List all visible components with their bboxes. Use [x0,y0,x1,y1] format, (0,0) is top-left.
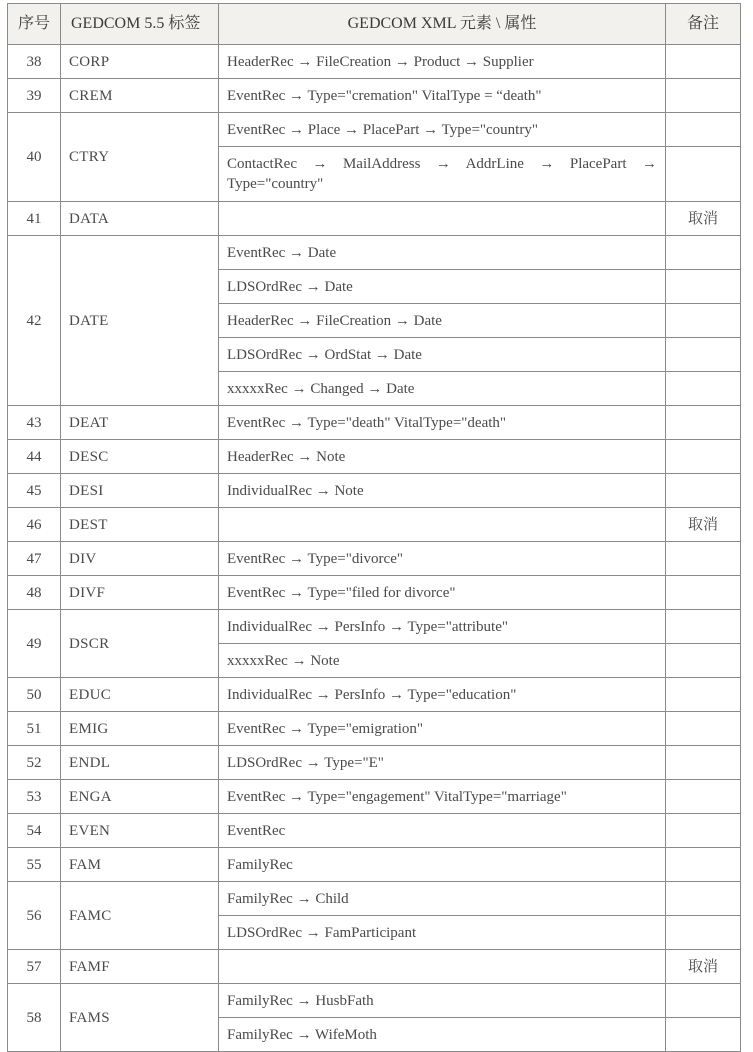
row-remark [666,1018,741,1052]
header-index: 序号 [8,4,61,45]
row-tag: FAMS [61,984,219,1052]
row-mapping: LDSOrdRec → Date [219,270,666,304]
row-mapping: FamilyRec → WifeMoth [219,1018,666,1052]
table-row [8,712,741,746]
table-row [8,746,741,780]
row-tag: CTRY [61,113,219,202]
row-remark [666,338,741,372]
table-row [8,882,741,916]
row-remark [666,474,741,508]
row-mapping: LDSOrdRec → Type="E" [219,746,666,780]
row-mapping: IndividualRec → PersInfo → Type="attribute" [219,610,666,644]
table-row [8,202,741,236]
row-tag: DSCR [61,610,219,678]
row-remark [666,916,741,950]
table-row [8,406,741,440]
row-index: 40 [8,113,61,202]
row-tag: FAMF [61,950,219,984]
row-index: 51 [8,712,61,746]
row-remark [666,984,741,1018]
row-mapping: IndividualRec → Note [219,474,666,508]
row-remark [666,610,741,644]
row-mapping: FamilyRec → HusbFath [219,984,666,1018]
row-remark [666,848,741,882]
header-gedcom55-tag: GEDCOM 5.5 标签 [61,4,219,45]
row-index: 55 [8,848,61,882]
row-remark [666,79,741,113]
row-index: 39 [8,79,61,113]
row-remark: 取消 [666,950,741,984]
row-mapping: EventRec → Place → PlacePart → Type="country" [219,113,666,147]
row-mapping: IndividualRec → PersInfo → Type="education" [219,678,666,712]
row-tag: EVEN [61,814,219,848]
row-index: 38 [8,45,61,79]
table-row [8,848,741,882]
row-mapping: xxxxxRec → Note [219,644,666,678]
row-remark [666,304,741,338]
row-remark: 取消 [666,202,741,236]
row-tag: CREM [61,79,219,113]
row-tag: DATE [61,236,219,406]
row-mapping: HeaderRec → Note [219,440,666,474]
gedcom-mapping-table [7,3,741,1052]
row-index: 45 [8,474,61,508]
row-remark [666,576,741,610]
row-tag: CORP [61,45,219,79]
row-index: 52 [8,746,61,780]
table-row [8,610,741,644]
row-mapping: EventRec → Date [219,236,666,270]
row-tag: FAM [61,848,219,882]
row-tag: DESC [61,440,219,474]
table-row [8,236,741,270]
table-row [8,814,741,848]
table-row [8,113,741,147]
row-index: 54 [8,814,61,848]
row-tag: FAMC [61,882,219,950]
row-index: 57 [8,950,61,984]
row-mapping: EventRec → Type="death" VitalType="death" [219,406,666,440]
row-remark [666,644,741,678]
row-mapping [219,202,666,236]
row-remark [666,147,741,202]
row-remark [666,440,741,474]
row-mapping: xxxxxRec → Changed → Date [219,372,666,406]
row-mapping: EventRec [219,814,666,848]
table-header [8,4,741,45]
row-remark [666,712,741,746]
row-mapping: EventRec → Type="cremation" VitalType = “death" [219,79,666,113]
row-index: 49 [8,610,61,678]
table-body [8,45,741,1052]
table-row [8,542,741,576]
row-remark [666,270,741,304]
table-row [8,678,741,712]
row-mapping: EventRec → Type="engagement" VitalType="marriage" [219,780,666,814]
table-row [8,508,741,542]
row-remark [666,814,741,848]
row-remark [666,882,741,916]
row-index: 42 [8,236,61,406]
header-remark: 备注 [666,4,741,45]
row-remark [666,45,741,79]
table-row [8,440,741,474]
row-mapping [219,508,666,542]
row-tag: EMIG [61,712,219,746]
row-mapping: EventRec → Type="divorce" [219,542,666,576]
row-mapping: HeaderRec → FileCreation → Date [219,304,666,338]
row-remark [666,746,741,780]
row-remark [666,406,741,440]
table-row [8,45,741,79]
row-tag: DATA [61,202,219,236]
table-row [8,576,741,610]
row-index: 58 [8,984,61,1052]
row-index: 56 [8,882,61,950]
row-mapping: EventRec → Type="emigration" [219,712,666,746]
row-index: 41 [8,202,61,236]
row-mapping: HeaderRec → FileCreation → Product → Supplier [219,45,666,79]
row-mapping: ContactRec → MailAddress → AddrLine → PlacePart → Type="country" [219,147,666,202]
row-tag: ENDL [61,746,219,780]
row-remark [666,236,741,270]
row-remark [666,542,741,576]
row-tag: DEAT [61,406,219,440]
row-tag: DIVF [61,576,219,610]
row-remark [666,372,741,406]
row-tag: EDUC [61,678,219,712]
table-row [8,79,741,113]
row-index: 50 [8,678,61,712]
row-mapping: LDSOrdRec → OrdStat → Date [219,338,666,372]
table-row [8,780,741,814]
row-mapping: FamilyRec [219,848,666,882]
row-remark: 取消 [666,508,741,542]
row-remark [666,780,741,814]
row-tag: ENGA [61,780,219,814]
row-mapping: FamilyRec → Child [219,882,666,916]
row-mapping [219,950,666,984]
row-index: 47 [8,542,61,576]
row-tag: DESI [61,474,219,508]
row-index: 44 [8,440,61,474]
header-gedcom-xml: GEDCOM XML 元素 \ 属性 [219,4,666,45]
row-index: 53 [8,780,61,814]
row-remark [666,678,741,712]
row-index: 46 [8,508,61,542]
row-remark [666,113,741,147]
row-tag: DIV [61,542,219,576]
row-mapping: EventRec → Type="filed for divorce" [219,576,666,610]
header-row [8,4,741,45]
table-row [8,474,741,508]
table-row [8,950,741,984]
row-mapping: LDSOrdRec → FamParticipant [219,916,666,950]
row-index: 43 [8,406,61,440]
row-tag: DEST [61,508,219,542]
row-index: 48 [8,576,61,610]
table-row [8,984,741,1018]
